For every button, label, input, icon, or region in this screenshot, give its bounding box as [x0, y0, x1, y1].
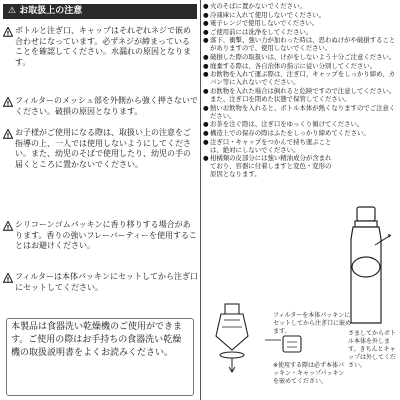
care-list — [203, 2, 398, 179]
warning-triangle-icon: ⚠ — [8, 6, 17, 16]
svg-text:!: ! — [6, 30, 10, 37]
warning-item — [3, 96, 198, 120]
care-item: ● 熱いお飲物を入れると、ボトル本体が熱くなりますのでご注意ください。 — [203, 103, 396, 120]
warning-item — [3, 26, 198, 90]
warning-text: フィルターは本体パッキンにセットしてから注ぎ口にセットしてください。 — [15, 272, 198, 292]
dishwasher-note: 本製品は食器洗い乾燥機のご使用ができます。ご使用の際はお手持ちの食器洗い乾燥機の取扱説明書をよくお読みください。 — [11, 322, 183, 359]
care-item: ● お飲物を入れた場合は倒れると危険ですので注意してください。また、注ぎ口を閉めた状態で保管してください。 — [203, 86, 396, 104]
care-item: ● 注ぎ口・キャップをつかんで持ち運ぶことは、絶対にしないでください。 — [203, 137, 332, 154]
right-panel — [203, 0, 400, 400]
care-item: ● 電子レンジで使用しないでください。 — [203, 19, 319, 28]
care-item: ● 柑橘類の皮部分には強い精油成分が含まれており、容器に付着しますと変色・変形の原因となります。 — [203, 154, 332, 179]
svg-text:!: ! — [6, 132, 10, 139]
svg-text:!: ! — [6, 100, 10, 107]
warning-icon — [3, 273, 13, 283]
care-item: ● 落下、衝撃、強い力が加わった時は、思わぬけがや破損することがありますので、使用しないでください。 — [203, 36, 396, 53]
warning-text: シリコーンゴムパッキンに香り移りする場合があります。香りの強いフレーバーティーを使用することはお避けください。 — [15, 220, 197, 251]
svg-text:!: ! — [6, 276, 10, 283]
filter-illustration — [208, 302, 258, 374]
warning-icon — [3, 129, 13, 139]
care-item: ● 破損した際の取扱いは、けがをしないよう十分ご注意ください。 — [203, 53, 396, 62]
column-divider — [200, 0, 201, 400]
warning-text: お子様がご使用になる際は、取扱い上の注意をご指導の上、一人では使用しないようにしてください。また、幼児のそばで使用したり、幼児の手の届くところに置かないでください。 — [15, 128, 191, 169]
care-item: ● 火のそばに置かないでください。 — [203, 2, 306, 10]
care-item: ● お飲物を入れて運ぶ際は、注ぎ口、キャップをしっかり締め、カバン等に入れないでください。 — [203, 70, 396, 87]
warning-icon — [3, 97, 13, 107]
warning-item — [3, 272, 198, 296]
bottle-illustration — [335, 205, 397, 325]
warning-item — [3, 220, 198, 262]
cap-setting-note: さましてからボトル本体を外します。きちんとキャップは外してください。 — [348, 330, 397, 369]
warning-icon — [3, 27, 13, 37]
dishwasher-note-box — [6, 318, 194, 396]
care-item: ● 構造上での保存の際はふたをしっかり締めてください。 — [203, 128, 370, 137]
section-title: お取扱上の注意 — [19, 6, 83, 16]
warning-item — [3, 128, 198, 208]
care-item: ● ご使用前には洗浄をしてください。 — [203, 27, 313, 36]
care-item: ● 廃棄する際は、各自治体の指示に従い分別してください。 — [203, 61, 377, 70]
warning-text: ボトルと注ぎ口、キャップはそれぞれネジで嵌め合わせになっています。必ずネジが締まっていることを確認してください。水漏れの原因となります。 — [15, 26, 191, 67]
warning-text: フィルターのメッシュ部を外側から強く押さないでください。破損の原因となります。 — [15, 96, 198, 116]
svg-text:!: ! — [6, 224, 10, 231]
care-item: ● 冷凍庫に入れて使用しないでください。 — [203, 10, 326, 19]
section-header — [3, 4, 197, 19]
filter-setting-note: フィルターを本体パッキンにセットしてから注ぎ口に嵌めます。 — [273, 312, 352, 335]
seal-caution-note: ※使用する際は必ず本体パッキン・キャップパッキンを嵌めてください。 — [273, 362, 345, 385]
care-item: ● お茶を注ぐ際は、注ぎ口をゆっくり傾けてください。 — [203, 120, 364, 129]
cap-illustration — [261, 334, 315, 364]
warning-icon — [3, 221, 13, 231]
